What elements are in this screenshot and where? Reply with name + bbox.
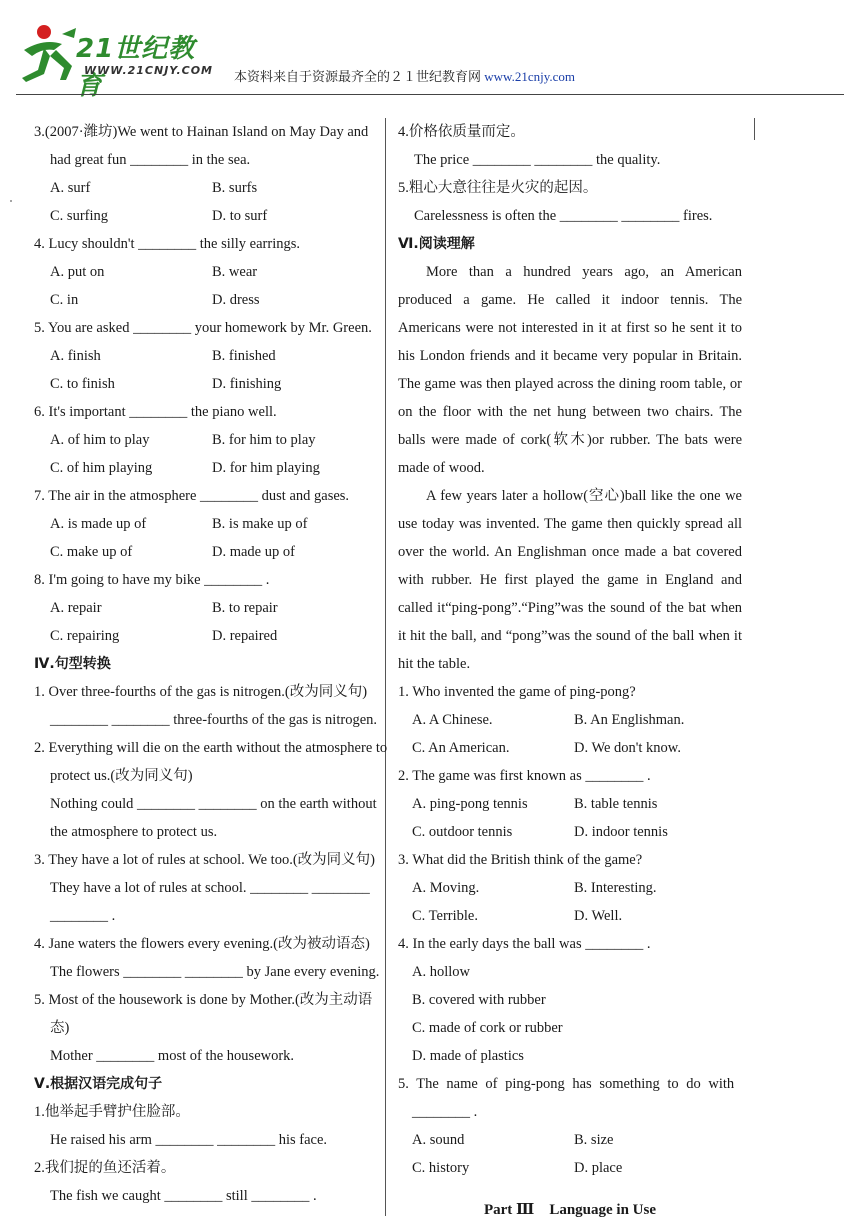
option: D. indoor tennis [574, 824, 668, 840]
question-text: 4.价格依质量而定。 [398, 124, 525, 140]
option-row [398, 706, 742, 734]
option: C. to finish [50, 376, 115, 392]
option-row [34, 258, 378, 286]
option: A. put on [50, 264, 105, 280]
option: B. to repair [212, 600, 278, 616]
option-row [34, 538, 378, 566]
option-row [34, 370, 378, 398]
scan-dot [10, 200, 12, 202]
question-text: 4. Lucy shouldn't ________ the silly earrings. [34, 236, 300, 252]
option: D. repaired [212, 628, 278, 644]
option-row [34, 202, 378, 230]
question-text: 5.粗心大意往往是火灾的起因。 [398, 180, 598, 196]
logo [14, 20, 214, 101]
option: D. to surf [212, 208, 268, 224]
question-text: 4. Jane waters the flowers every evening.(改为被动语态) [34, 936, 370, 952]
question-text: He raised his arm ________ ________ his face. [50, 1132, 328, 1148]
right-column [398, 118, 742, 1224]
question-text: had great fun ________ in the sea. [50, 152, 251, 168]
reading-paragraph: A few years later a hollow(空心)ball like the one we use today was invented. The game then quickly spread all over the world. An Englishman once made a bat covered with rubber. He first played the game in England and called it“ping-pong”.“Ping”was the sound of the bat when it hit the ball, and “pong”was the sound of the ball when it hit the table. [398, 488, 742, 672]
option: C. in [50, 292, 79, 308]
runner-logo-icon [14, 20, 84, 84]
page-header [0, 0, 860, 101]
question-text: Nothing could ________ ________ on the earth without [50, 796, 377, 812]
option: B. covered with rubber [412, 992, 546, 1008]
option: D. dress [212, 292, 260, 308]
option: A. repair [50, 600, 102, 616]
option-row [398, 902, 742, 930]
option: A. A Chinese. [412, 712, 493, 728]
question-text: 3.(2007·潍坊)We went to Hainan Island on May Day and [34, 124, 369, 140]
option: D. We don't know. [574, 740, 681, 756]
question-text: 3. What did the British think of the game? [398, 852, 643, 868]
question-text: 1. Over three-fourths of the gas is nitrogen.(改为同义句) [34, 684, 368, 700]
brand-url: WWW.21CNJY.COM [84, 64, 213, 77]
option-row [34, 510, 378, 538]
option: B. size [574, 1132, 614, 1148]
option-row [34, 454, 378, 482]
question-text: The price ________ ________ the quality. [414, 152, 661, 168]
option: A. ping-pong tennis [412, 796, 528, 812]
option: C. repairing [50, 628, 120, 644]
question-text: They have a lot of rules at school. ________ ________ [50, 880, 370, 896]
brand-name: 21世纪教育 [76, 34, 196, 101]
part-title: Part Ⅲ Language in Use [483, 1202, 657, 1218]
question-text: 4. In the early days the ball was ________ . [398, 936, 651, 952]
question-text: 7. The air in the atmosphere ________ dust and gases. [34, 488, 350, 504]
section-heading: Ⅵ.阅读理解 [398, 236, 475, 252]
option-row [398, 818, 742, 846]
option: A. is made up of [50, 516, 147, 532]
question-text: 2.我们捉的鱼还活着。 [34, 1160, 176, 1176]
option: C. made of cork or rubber [412, 1020, 563, 1036]
question-text: 2. Everything will die on the earth without the atmosphere to [34, 740, 388, 756]
option: B. wear [212, 264, 258, 280]
question-text: 态) [50, 1020, 70, 1036]
question-text: ________ . [50, 908, 116, 924]
option: C. outdoor tennis [412, 824, 513, 840]
question-text: The fish we caught ________ still ________ . [50, 1188, 317, 1204]
option-row [34, 342, 378, 370]
option-row [34, 286, 378, 314]
option: C. of him playing [50, 460, 153, 476]
option: C. Terrible. [412, 908, 478, 924]
option-row [34, 426, 378, 454]
source-note [234, 66, 575, 85]
option: B. is make up of [212, 516, 308, 532]
question-text: 5. Most of the housework is done by Mother.(改为主动语 [34, 992, 373, 1008]
option: C. history [412, 1160, 470, 1176]
option-row [34, 594, 378, 622]
question-text: 5. The name of ping-pong has something to do with [398, 1076, 735, 1092]
option-row [398, 734, 742, 762]
question-text: Carelessness is often the ________ ________ fires. [414, 208, 713, 224]
option: D. Well. [574, 908, 623, 924]
question-text: 1. Who invented the game of ping-pong? [398, 684, 636, 700]
option: A. Moving. [412, 880, 480, 896]
option: B. Interesting. [574, 880, 657, 896]
right-margin-mark [754, 118, 755, 140]
reading-paragraph: More than a hundred years ago, an American produced a game. He called it indoor tennis. The Americans were not interested in it at first so he sent it to his London friends and it became very popular in Britain. The game was then played across the dining room table, or on the floor with the net hung between two chairs. The balls were made of cork(软木)or rubber. The bats were made of wood. [398, 264, 742, 476]
question-text: ________ . [412, 1104, 478, 1120]
option-row [398, 874, 742, 902]
option: B. for him to play [212, 432, 316, 448]
option-row [34, 174, 378, 202]
option: D. finishing [212, 376, 282, 392]
question-text: 3. They have a lot of rules at school. We too.(改为同义句) [34, 852, 375, 868]
section-heading: Ⅴ.根据汉语完成句子 [34, 1076, 163, 1092]
column-divider [385, 118, 386, 1216]
header-divider [16, 94, 844, 95]
option: C. surfing [50, 208, 108, 224]
question-text: The flowers ________ ________ by Jane every evening. [50, 964, 380, 980]
option: D. place [574, 1160, 623, 1176]
option: B. An Englishman. [574, 712, 685, 728]
question-text: 6. It's important ________ the piano well. [34, 404, 277, 420]
question-text: ________ ________ three-fourths of the gas is nitrogen. [50, 712, 378, 728]
option: B. surfs [212, 180, 258, 196]
section-heading: Ⅳ.句型转换 [34, 656, 111, 672]
option-row [34, 622, 378, 650]
question-text: 8. I'm going to have my bike ________ . [34, 572, 270, 588]
left-column [34, 118, 388, 1210]
source-link[interactable]: www.21cnjy.com [484, 69, 576, 84]
option: D. made up of [212, 544, 295, 560]
option: A. sound [412, 1132, 465, 1148]
option: C. An American. [412, 740, 510, 756]
question-text: the atmosphere to protect us. [50, 824, 218, 840]
option: D. for him playing [212, 460, 320, 476]
question-text: protect us.(改为同义句) [50, 768, 193, 784]
option: A. surf [50, 180, 91, 196]
option: D. made of plastics [412, 1048, 524, 1064]
option: A. hollow [412, 964, 470, 980]
option: C. make up of [50, 544, 133, 560]
option: B. table tennis [574, 796, 658, 812]
source-note-text: 本资料来自于资源最齐全的２１世纪教育网 [234, 69, 482, 84]
option-row [398, 790, 742, 818]
question-text: 2. The game was first known as ________ . [398, 768, 651, 784]
option: B. finished [212, 348, 276, 364]
question-text: 5. You are asked ________ your homework by Mr. Green. [34, 320, 372, 336]
option-row [398, 1154, 742, 1182]
question-text: 1.他举起手臂护住脸部。 [34, 1104, 190, 1120]
question-text: Mother ________ most of the housework. [50, 1048, 295, 1064]
option-row [398, 1126, 742, 1154]
option: A. finish [50, 348, 101, 364]
option: A. of him to play [50, 432, 150, 448]
